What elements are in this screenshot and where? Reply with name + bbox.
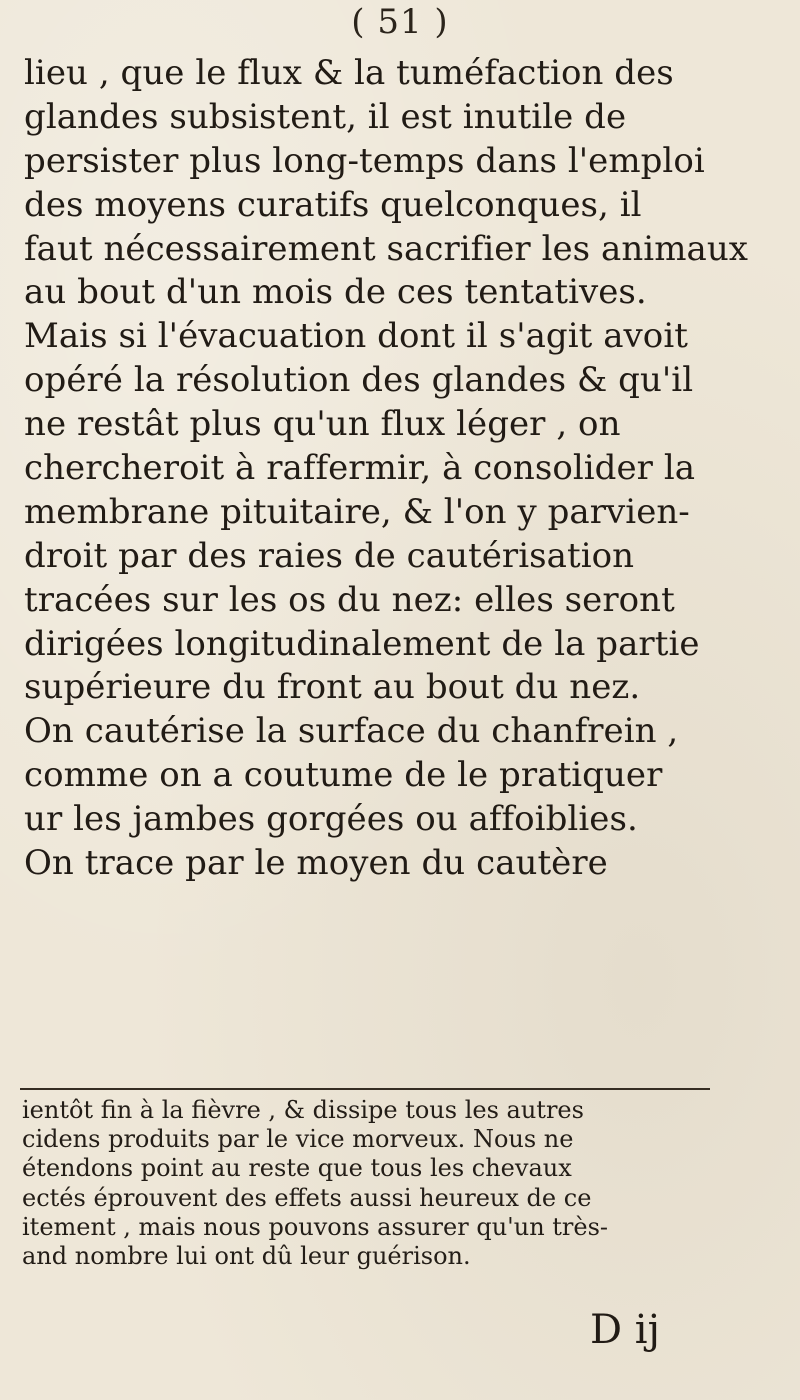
main-text-line: On trace par le moyen du cautère	[24, 843, 608, 884]
footnote-line: ectés éprouvent des effets aussi heureux de ce	[22, 1183, 592, 1212]
main-text-line: opéré la résolution des glandes & qu'il	[24, 360, 694, 401]
footnote-separator	[20, 1088, 710, 1090]
footnote-line: cidens produits par le vice morveux. Nous ne	[22, 1125, 574, 1154]
main-text-line: Mais si l'évacuation dont il s'agit avoit	[24, 316, 688, 357]
main-text-line: persister plus long-temps dans l'emploi	[24, 140, 705, 181]
main-text-line: droit par des raies de cautérisation	[24, 535, 635, 576]
main-text-line: supérieure du front au bout du nez.	[24, 667, 641, 708]
main-text-line: au bout d'un mois de ces tentatives.	[24, 272, 647, 313]
main-text-line: comme on a coutume de le pratiquer	[24, 755, 663, 796]
main-text-line: ne restât plus qu'un flux léger , on	[24, 404, 621, 445]
main-text-line: glandes subsistent, il est inutile de	[24, 96, 627, 137]
footnote-block	[22, 1096, 782, 1271]
signature-mark: D ij	[590, 1307, 660, 1353]
main-text-line: des moyens curatifs quelconques, il	[24, 184, 642, 225]
main-text-line: faut nécessairement sacrifier les animaux	[24, 228, 749, 269]
footnote-line: étendons point au reste que tous les chevaux	[22, 1154, 572, 1183]
page-number: ( 51 )	[351, 2, 449, 42]
footnote-line: ientôt fin à la fièvre , & dissipe tous les autres	[22, 1096, 584, 1124]
footnote-line: itement , mais nous pouvons assurer qu'un très-	[22, 1212, 609, 1241]
main-text-line: ur les jambes gorgées ou affoiblies.	[24, 799, 638, 840]
main-text-line: membrane pituitaire, & l'on y parvien-	[24, 491, 690, 532]
main-text-line: dirigées longitudinalement de la partie	[24, 623, 700, 664]
main-text-block	[24, 52, 784, 886]
main-text-line: chercheroit à raffermir, à consolider la	[24, 448, 696, 489]
footnote-line: and nombre lui ont dû leur guérison.	[22, 1241, 471, 1270]
main-text-line: tracées sur les os du nez: elles seront	[24, 579, 675, 620]
main-text-line: lieu , que le flux & la tuméfaction des	[24, 53, 674, 93]
main-text-line: On cautérise la surface du chanfrein ,	[24, 711, 679, 752]
